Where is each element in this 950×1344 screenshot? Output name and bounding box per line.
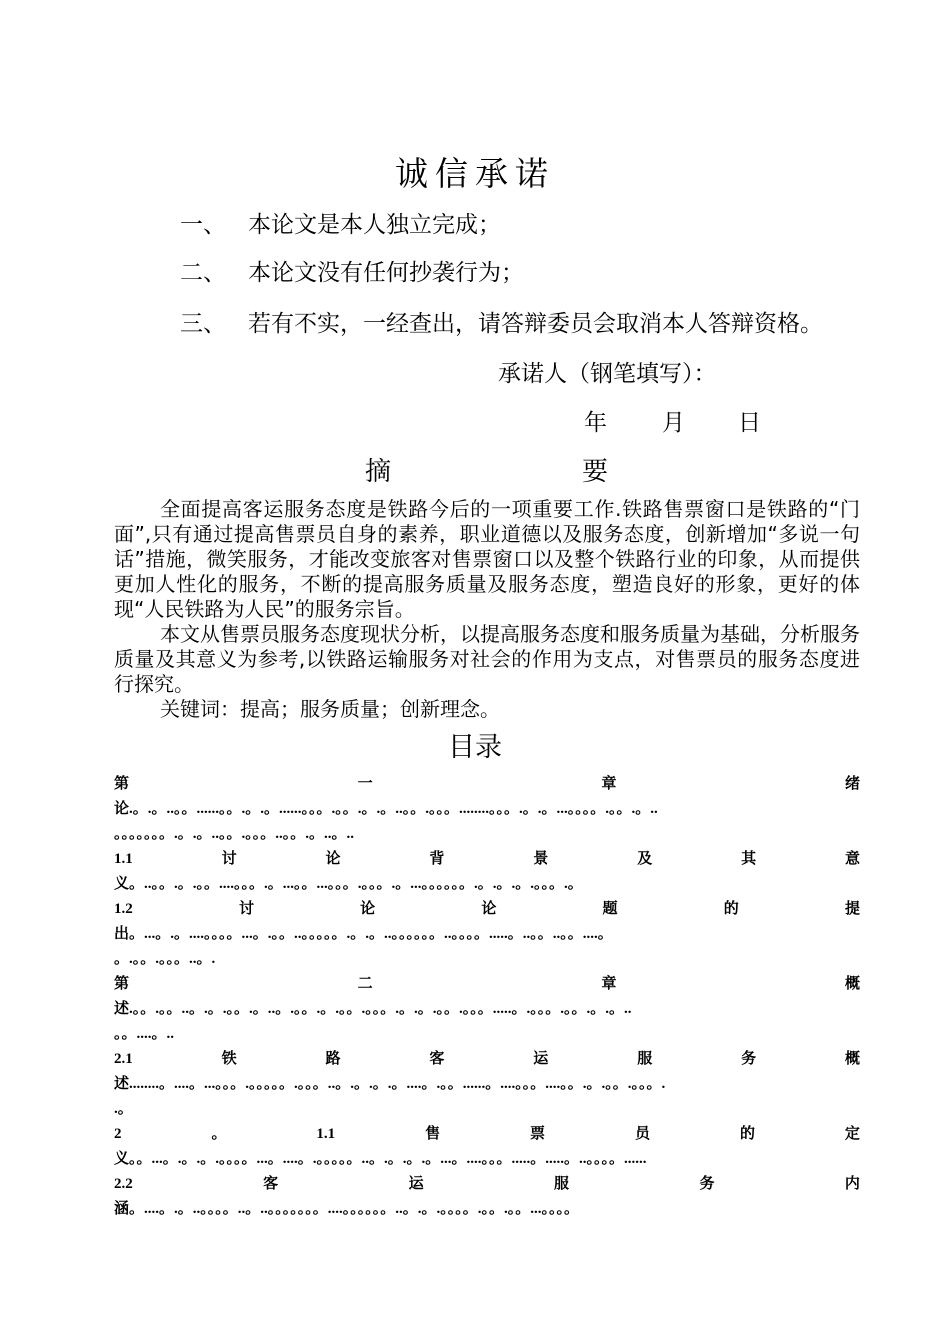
toc-heading-token: 绪 — [844, 776, 860, 792]
toc-heading-token: 务 — [699, 1176, 715, 1192]
pledge-signer-label: 承诺人（钢笔填写）： — [498, 361, 717, 387]
toc-heading-token: 运 — [533, 1051, 549, 1067]
toc-heading-row — [114, 772, 860, 797]
toc-heading-token: 题 — [602, 901, 618, 917]
pledge-item-2 — [180, 258, 524, 288]
toc-leader-line: 涵。....。.。..。。。。..。..。。。。。。。....。。。。。。..。.。.。。。。.。。.。。...。。。。 — [114, 1201, 580, 1217]
toc-heading-token: 1.2 — [114, 901, 133, 917]
pledge-item-1 — [180, 210, 501, 240]
toc-heading-token: 。 — [211, 1126, 227, 1142]
pledge-title: 诚信承诺 — [395, 154, 555, 193]
toc-heading-token: 及 — [637, 851, 653, 867]
toc-heading-token: 第 — [114, 776, 130, 792]
toc-heading-token: 论 — [481, 901, 497, 917]
toc-leader-line: 义。..。。.。.。。....。。。.。...。。...。。。.。。。.。...。。。。。。.。.。.。.。。。.。 — [114, 876, 583, 892]
toc-entry[interactable] — [114, 972, 860, 1047]
pledge-item-3 — [180, 309, 823, 339]
toc-heading-token: 客 — [429, 1051, 445, 1067]
toc-heading-token: 客 — [263, 1176, 279, 1192]
toc-list — [114, 772, 860, 1222]
toc-entry[interactable] — [114, 897, 860, 972]
toc-heading-token: 二 — [357, 976, 373, 992]
toc-leader-line: 。。。。。。。.。.。..。。.。。。..。。.。..。.. — [114, 826, 355, 842]
toc-heading-row — [114, 1047, 860, 1072]
abstract-title-part-1: 摘 — [365, 457, 392, 487]
toc-heading-token: 论 — [325, 851, 341, 867]
toc-leader-line: .。 — [114, 1101, 133, 1117]
abstract-paragraph: 本文从售票员服务态度现状分析，以提高服务态度和服务质量为基础，分析服务质量及其意义为参考,以铁路运输服务对社会的作用为支点，对售票员的服务态度进行探究。 — [114, 622, 860, 696]
toc-heading-token: 讨 — [238, 901, 254, 917]
toc-heading-token: 2.2 — [114, 1176, 133, 1192]
toc-heading-token: 定 — [844, 1126, 860, 1142]
toc-heading-token: 路 — [325, 1051, 341, 1067]
toc-leader-line: 论.。.。..。。......。。.。.。......。。。.。。.。.。..。。.。。。........。。。.。.。...。。。。.。。.。.. — [114, 801, 658, 817]
pledge-item-number: 二、 — [180, 260, 226, 286]
toc-heading-token: 背 — [429, 851, 445, 867]
toc-heading-token: 售 — [425, 1126, 441, 1142]
toc-heading-token: 的 — [723, 901, 739, 917]
pledge-item-text: 本论文没有任何抄袭行为； — [248, 260, 524, 286]
toc-heading-token: 2 — [114, 1126, 122, 1142]
toc-entry[interactable] — [114, 1047, 860, 1122]
toc-heading-token: 服 — [554, 1176, 570, 1192]
pledge-item-number: 一、 — [180, 212, 226, 238]
toc-leader-line: 出。...。.。....。。。。...。.。。..。。。。。.。.。..。。。。。。..。。。。.....。..。。..。。....。 — [114, 926, 613, 942]
date-month-label: 月 — [662, 410, 685, 436]
toc-heading-row — [114, 897, 860, 922]
toc-leader-line: 义。。...。.。.。.。。。。...。....。.。。。。。..。.。.。.。...。....。。。.....。.....。..。。。。...... — [114, 1151, 647, 1167]
toc-heading-token: 运 — [408, 1176, 424, 1192]
toc-heading-token: 服 — [637, 1051, 653, 1067]
toc-entry[interactable] — [114, 1172, 860, 1222]
toc-heading-token: 的 — [739, 1126, 755, 1142]
abstract-title-part-2: 要 — [582, 457, 609, 487]
toc-leader-line: 。.。。.。。。..。. — [114, 951, 216, 967]
pledge-item-number: 三、 — [180, 311, 226, 337]
toc-heading-token: 票 — [530, 1126, 546, 1142]
toc-heading-row — [114, 847, 860, 872]
toc-leader-line: 述........。....。...。。。.。。。。。.。。。..。.。.。.。....。.。。......。....。。。....。。.。.。。.。。。. — [114, 1076, 666, 1092]
toc-heading-token: 概 — [844, 976, 860, 992]
pledge-item-text: 若有不实，一经查出，请答辩委员会取消本人答辩资格。 — [248, 311, 823, 337]
toc-heading-row — [114, 1122, 860, 1147]
toc-heading-token: 景 — [533, 851, 549, 867]
toc-heading-token: 论 — [360, 901, 376, 917]
toc-leader-line: 。。....。.. — [114, 1026, 175, 1042]
toc-heading-token: 铁 — [221, 1051, 237, 1067]
toc-heading-token: 员 — [634, 1126, 650, 1142]
toc-entry[interactable] — [114, 847, 860, 897]
abstract-keywords: 关键词：提高；服务质量；创新理念。 — [160, 697, 500, 721]
toc-heading-row — [114, 1172, 860, 1197]
date-year-label: 年 — [584, 410, 607, 436]
toc-heading-token: 1.1 — [114, 851, 133, 867]
toc-heading-row — [114, 972, 860, 997]
toc-heading-token: 2.1 — [114, 1051, 133, 1067]
pledge-item-text: 本论文是本人独立完成； — [248, 212, 501, 238]
toc-entry[interactable] — [114, 1122, 860, 1172]
toc-entry[interactable] — [114, 772, 860, 847]
toc-heading-token: 概 — [844, 1051, 860, 1067]
abstract-paragraph: 全面提高客运服务态度是铁路今后的一项重要工作.铁路售票窗口是铁路的“门面”,只有通过提高售票员自身的素养，职业道德以及服务态度，创新增加“多说一句话”措施，微笑服务，才能改变旅客对售票窗口以及整个铁路行业的印象，从而提供更加人性化的服务，不断的提高服务质量及服务态度，塑造良好的形象，更好的体现“人民铁路为人民”的服务宗旨。 — [114, 497, 860, 621]
toc-heading-token: 第 — [114, 976, 130, 992]
toc-heading-token: 务 — [741, 1051, 757, 1067]
toc-heading-token: 章 — [601, 976, 617, 992]
toc-heading-token: 提 — [844, 901, 860, 917]
abstract-body — [114, 497, 860, 722]
toc-heading-token: 意 — [844, 851, 860, 867]
toc-heading-token: 内 — [844, 1176, 860, 1192]
toc-leader-line: 述.。。.。。..。.。.。。.。..。.。。.。.。。.。。。.。.。.。。.。。。.....。.。。。.。。.。.。.. — [114, 1001, 632, 1017]
toc-heading-token: 一 — [357, 776, 373, 792]
toc-heading-token: 讨 — [221, 851, 237, 867]
toc-heading-token: 其 — [741, 851, 757, 867]
toc-heading-token: 1.1 — [316, 1126, 336, 1142]
toc-title: 目录 — [448, 732, 502, 763]
toc-heading-token: 章 — [601, 776, 617, 792]
date-day-label: 日 — [738, 410, 761, 436]
